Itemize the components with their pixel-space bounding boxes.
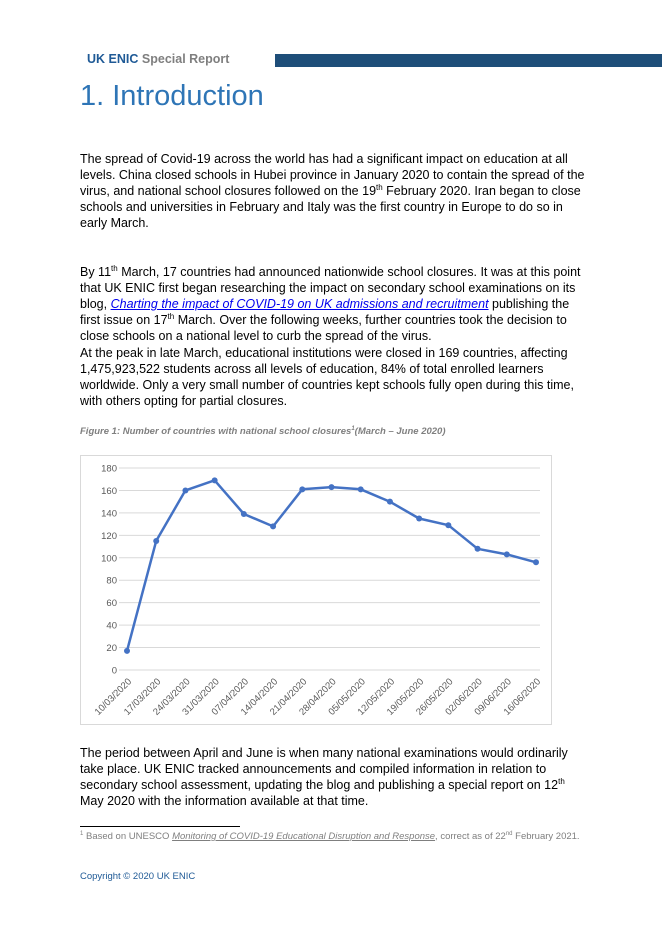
x-tick-label: 26/05/2020: [414, 676, 456, 718]
x-tick-label: 05/05/2020: [326, 676, 368, 718]
x-tick-label: 21/04/2020: [268, 676, 310, 718]
header-brand: [87, 52, 229, 66]
data-point: [358, 486, 364, 492]
x-tick-label: 14/04/2020: [238, 676, 281, 718]
data-point: [270, 523, 276, 529]
x-tick-label: 10/03/2020: [92, 676, 135, 718]
x-tick-label: 24/03/2020: [151, 676, 193, 718]
data-point: [445, 522, 451, 528]
figure-caption: Figure 1: Number of countries with national school closures$^1$(March – June 2020): [80, 425, 446, 437]
x-tick-label: 16/06/2020: [501, 676, 544, 718]
paragraph-3: At the peak in late March, educational institutions were closed in 169 countries, affecting 1,475,923,522 students across all levels of education, 84% of total enrolled learners worldwide. Only a very small number of countries kept schools fully open during this time, with others opting for partial closures.: [80, 346, 574, 408]
y-tick-label: 160: [101, 485, 117, 497]
data-point: [533, 559, 539, 565]
y-tick-label: 0: [111, 665, 117, 677]
data-point: [504, 551, 510, 557]
brand-name: UK ENIC: [87, 52, 139, 66]
footnote-source-link[interactable]: Monitoring of COVID-19 Educational Disruption and Response: [172, 831, 436, 842]
x-tick-label: 28/04/2020: [297, 676, 339, 718]
data-point: [212, 477, 218, 483]
data-point: [416, 516, 422, 522]
x-tick-label: 09/06/2020: [472, 676, 514, 718]
y-tick-label: 120: [101, 530, 117, 542]
y-tick-label: 40: [106, 620, 117, 632]
closures-line-chart: [81, 456, 551, 724]
footnote: $^1$ Based on UNESCO Monitoring of COVID-19 Educational Disruption and Response, correct as of 22nd February 2021.: [80, 830, 580, 842]
blog-link[interactable]: Charting the impact of COVID-19 on UK admissions and recruitment: [110, 297, 489, 311]
paragraph-1: The spread of Covid-19 across the world has had a significant impact on education at all levels. China closed schools in Hubei province in January 2020 to contain the spread of the virus, and national school closures followed on the 19th February 2020. Iran began to close schools and universities in February and Italy was the first country in Europe to do so in early March.: [80, 152, 585, 230]
data-point: [475, 546, 481, 552]
y-tick-label: 60: [106, 598, 117, 610]
x-tick-label: 19/05/2020: [384, 676, 427, 718]
data-point: [329, 484, 335, 490]
copyright-notice: Copyright © 2020 UK ENIC: [80, 871, 196, 882]
y-tick-label: 80: [106, 575, 117, 587]
x-tick-label: 31/03/2020: [180, 676, 222, 718]
paragraph-4: The period between April and June is when many national examinations would ordinarily take place. UK ENIC tracked announcements and compiled information in relation to secondary school assessment, updating the blog and publishing a special report on 12th May 2020 with the information available at that time.: [80, 746, 568, 808]
y-tick-label: 20: [106, 643, 117, 655]
data-point: [182, 487, 188, 493]
chart-frame: [80, 455, 552, 725]
section-title: 1. Introduction: [80, 80, 264, 112]
data-point: [241, 511, 247, 517]
data-point: [299, 486, 305, 492]
data-point: [387, 499, 393, 505]
x-tick-label: 02/06/2020: [443, 676, 485, 718]
y-tick-label: 180: [101, 463, 117, 475]
footnote-rule: [80, 826, 240, 827]
y-tick-label: 140: [101, 508, 117, 520]
report-type: Special Report: [141, 52, 230, 66]
x-tick-label: 12/05/2020: [355, 676, 398, 718]
y-tick-label: 100: [101, 553, 117, 565]
x-tick-label: 07/04/2020: [209, 676, 251, 718]
x-tick-label: 17/03/2020: [121, 676, 164, 718]
header-bar: [275, 54, 662, 67]
paragraph-2: By 11th March, 17 countries had announced nationwide school closures. It was at this point that UK ENIC first began researching the impact on secondary school examinations on its blog, Charting the impact of COVID-19 on UK admissions and recruitment publishing the first issue on 17th March. Over the following weeks, further countries took the decision to close schools on a national level to curb the spread of the virus.: [80, 263, 581, 343]
data-point: [124, 648, 130, 654]
data-point: [153, 538, 159, 544]
